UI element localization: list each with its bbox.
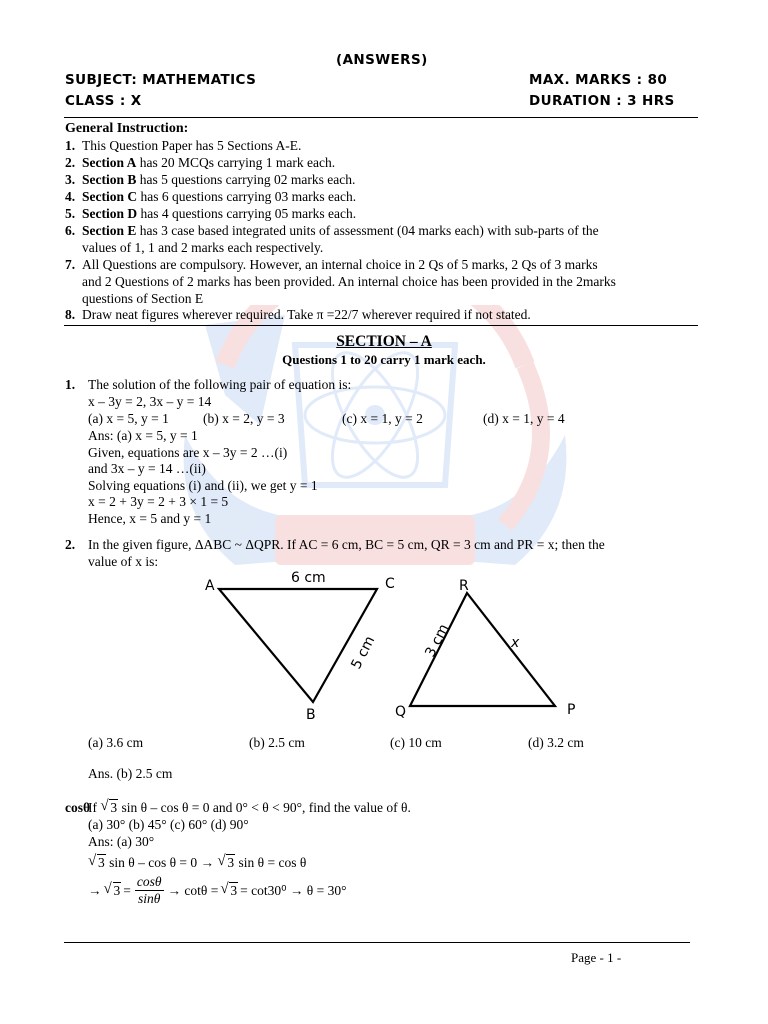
instruction-item xyxy=(65,206,357,222)
side-bc-label: 5 cm xyxy=(348,633,379,672)
section-subtitle: Questions 1 to 20 carry 1 mark each. xyxy=(282,352,486,367)
option-b: (b) x = 2, y = 3 xyxy=(203,411,285,426)
duration-label: DURATION : 3 HRS xyxy=(529,93,675,109)
question-equations: x – 3y = 2, 3x – y = 14 xyxy=(88,394,212,409)
side-ac-label: 6 cm xyxy=(291,570,326,586)
section-title: SECTION – A xyxy=(336,333,432,350)
denominator: sinθ xyxy=(138,891,161,906)
step-text: sin θ = cos θ xyxy=(238,855,307,870)
item-number: 7. xyxy=(65,257,76,272)
fraction xyxy=(135,874,164,907)
side-rp-label: x xyxy=(511,635,520,651)
instruction-item xyxy=(65,223,599,239)
section-name: Section B xyxy=(82,172,137,187)
answer: Ans: (a) 30° xyxy=(88,834,155,849)
question-stem: The solution of the following pair of equation is: xyxy=(88,377,352,392)
max-marks-label: MAX. MARKS : 80 xyxy=(529,72,668,88)
page-number: Page - 1 - xyxy=(571,950,622,965)
solution-step: and 3x – y = 14 …(ii) xyxy=(88,461,206,476)
sqrt-radicand: 3 xyxy=(110,800,118,815)
sqrt-symbol: √ 3 xyxy=(88,853,105,870)
sqrt-radicand: 3 xyxy=(113,882,121,898)
solution-step xyxy=(88,874,346,907)
item-text-continued: and 2 Questions of 2 marks has been provided. An internal choice has been provided in the 2marks xyxy=(82,274,616,289)
item-text-continued: values of 1, 1 and 2 marks each respectively. xyxy=(82,240,324,255)
instructions-title: General Instruction: xyxy=(65,121,189,136)
subject-label: SUBJECT: MATHEMATICS xyxy=(65,72,257,88)
answer: Ans: (a) x = 5, y = 1 xyxy=(88,428,198,443)
option-c: (c) 10 cm xyxy=(390,735,442,750)
step-text: = cot30⁰ → θ = 30° xyxy=(240,882,347,898)
option-d: (d) 3.2 cm xyxy=(528,735,584,750)
item-text: has 3 case based integrated units of assessment (04 marks each) with sub-parts of the xyxy=(136,223,599,238)
side-qr-label: 3 cm xyxy=(422,621,453,660)
section-name: Section D xyxy=(82,206,138,221)
instruction-item xyxy=(65,172,356,188)
similar-triangles-figure xyxy=(195,567,585,727)
item-text: has 6 questions carrying 03 marks each. xyxy=(137,189,357,204)
item-number: 4. xyxy=(65,189,76,204)
sqrt-radicand: 3 xyxy=(230,882,238,898)
vertex-a-label: A xyxy=(205,578,215,594)
item-text: Draw neat figures wherever required. Take π =22/7 wherever required if not stated. xyxy=(82,307,531,322)
stem-text: sin θ – cos θ = 0 and 0° < θ < 90°, find the value of θ. xyxy=(121,800,411,815)
instruction-item xyxy=(65,307,531,323)
vertex-c-label: C xyxy=(385,576,395,592)
answers-heading: (ANSWERS) xyxy=(336,52,428,68)
option-b: (b) 2.5 cm xyxy=(249,735,305,750)
section-name: Section C xyxy=(82,189,138,204)
option-a: (a) x = 5, y = 1 xyxy=(88,411,169,426)
sqrt-symbol: √ 3 xyxy=(103,880,121,898)
question-stem xyxy=(88,800,411,816)
equals: = xyxy=(123,882,131,898)
item-number: 1. xyxy=(65,138,76,153)
instructions-rule xyxy=(64,325,698,326)
question-number: cosθ xyxy=(65,800,91,815)
solution-step: Given, equations are x – 3y = 2 …(i) xyxy=(88,445,288,460)
question-3 xyxy=(65,800,705,920)
item-number: 8. xyxy=(65,307,76,322)
item-text: All Questions are compulsory. However, an internal choice in 2 Qs of 5 marks, 2 Qs of 3 marks xyxy=(82,257,598,272)
item-text: has 5 questions carrying 02 marks each. xyxy=(136,172,356,187)
sqrt-radicand: 3 xyxy=(227,855,235,870)
instruction-item xyxy=(65,257,598,273)
class-label: CLASS : X xyxy=(65,93,142,109)
sqrt-symbol: √ 3 xyxy=(220,880,238,898)
instruction-item xyxy=(65,138,302,154)
footer-rule xyxy=(64,942,690,943)
step-text: → cotθ = xyxy=(167,882,219,898)
question-2-options xyxy=(65,735,705,785)
options-line: (a) 30° (b) 45° (c) 60° (d) 90° xyxy=(88,817,249,832)
question-number: 1. xyxy=(65,377,76,392)
numerator: cosθ xyxy=(136,874,162,889)
item-text: This Question Paper has 5 Sections A-E. xyxy=(82,138,302,153)
vertex-r-label: R xyxy=(459,578,469,594)
question-stem: In the given figure, ΔABC ~ ΔQPR. If AC = 6 cm, BC = 5 cm, QR = 3 cm and PR = x; then the xyxy=(88,537,605,552)
option-c: (c) x = 1, y = 2 xyxy=(342,411,423,426)
arrow: → xyxy=(88,882,102,898)
item-number: 5. xyxy=(65,206,76,221)
item-text-continued: questions of Section E xyxy=(82,291,204,306)
vertex-b-label: B xyxy=(306,707,316,723)
vertex-p-label: P xyxy=(567,702,576,718)
question-stem-continued: value of x is: xyxy=(88,554,159,569)
item-number: 6. xyxy=(65,223,76,238)
stem-word: If xyxy=(88,800,97,815)
vertex-q-label: Q xyxy=(395,704,407,720)
item-text: has 4 questions carrying 05 marks each. xyxy=(137,206,357,221)
answer: Ans. (b) 2.5 cm xyxy=(88,766,173,781)
solution-step: x = 2 + 3y = 2 + 3 × 1 = 5 xyxy=(88,494,229,509)
option-a: (a) 3.6 cm xyxy=(88,735,144,750)
section-name: Section E xyxy=(82,223,137,238)
step-text: sin θ – cos θ = 0 → xyxy=(109,855,215,870)
item-text: has 20 MCQs carrying 1 mark each. xyxy=(136,155,336,170)
header-rule xyxy=(64,117,698,118)
option-d: (d) x = 1, y = 4 xyxy=(483,411,565,426)
sqrt-radicand: 3 xyxy=(98,855,105,870)
item-number: 2. xyxy=(65,155,76,170)
question-number: 2. xyxy=(65,537,76,552)
instruction-item xyxy=(65,189,357,205)
sqrt-symbol: √ 3 xyxy=(217,853,235,870)
triangle-abc xyxy=(219,589,377,702)
solution-step xyxy=(88,855,306,871)
sqrt-symbol: √ 3 xyxy=(100,798,118,815)
item-number: 3. xyxy=(65,172,76,187)
question-1 xyxy=(65,377,705,527)
instruction-item xyxy=(65,155,336,171)
solution-step: Solving equations (i) and (ii), we get y = 1 xyxy=(88,478,318,493)
section-name: Section A xyxy=(82,155,137,170)
solution-step: Hence, x = 5 and y = 1 xyxy=(88,511,212,526)
